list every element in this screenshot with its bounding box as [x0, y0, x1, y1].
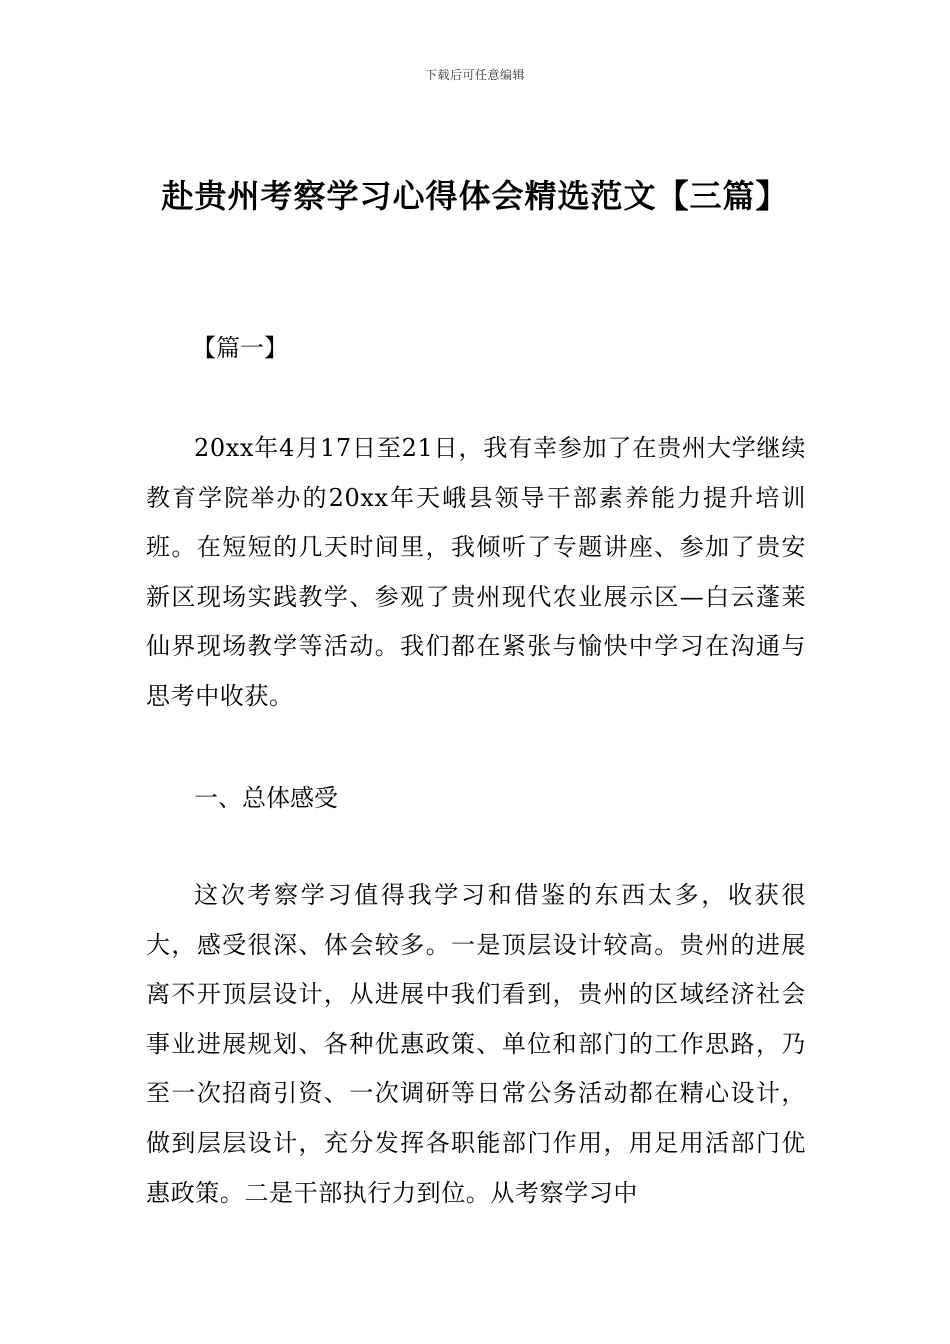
section-label: 【篇一】: [192, 334, 288, 362]
section-heading: 一、总体感受: [194, 784, 338, 812]
page-title: 赴贵州考察学习心得体会精选范文【三篇】: [161, 177, 789, 215]
header-note: 下载后可任意编辑: [424, 68, 525, 82]
paragraph-intro: 20xx年4月17日至21日，我有幸参加了在贵州大学继续教育学院举办的20xx年天峨县领导干部素养能力提升培训班。在短短的几天时间里，我倾听了专题讲座、参加了贵安新区现场实践教学、参观了贵州现代农业展示区—白云蓬莱仙界现场教学等活动。我们都在紧张与愉快中学习在沟通与思考中收获。: [146, 434, 806, 710]
paragraph-body: 这次考察学习值得我学习和借鉴的东西太多，收获很大，感受很深、体会较多。一是顶层设计较高。贵州的进展离不开顶层设计，从进展中我们看到，贵州的区域经济社会事业进展规划、各种优惠政策、单位和部门的工作思路，乃至一次招商引资、一次调研等日常公务活动都在精心设计，做到层层设计，充分发挥各职能部门作用，用足用活部门优惠政策。二是干部执行力到位。从考察学习中: [146, 881, 806, 1207]
